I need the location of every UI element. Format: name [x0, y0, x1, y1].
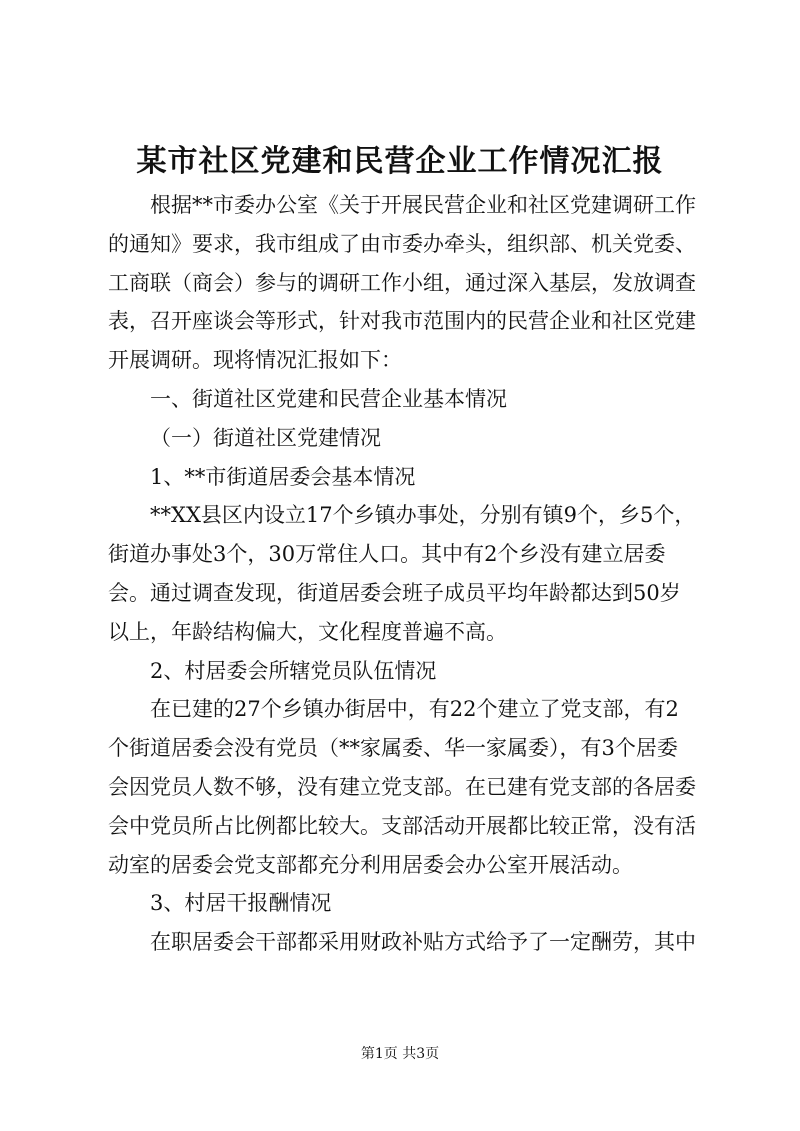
- paragraph-line: 动室的居委会党支部都充分利用居委会办公室开展活动。: [108, 852, 633, 877]
- item-heading: 2、村居委会所辖党员队伍情况: [150, 658, 437, 683]
- paragraph-line: 在已建的27个乡镇办街居中，有22个建立了党支部，有2: [150, 697, 679, 722]
- subsection-heading: （一）街道社区党建情况: [150, 425, 381, 450]
- paragraph-line: 根据**市委办公室《关于开展民营企业和社区党建调研工作: [150, 193, 696, 217]
- document-body: [108, 186, 708, 962]
- item-heading: 1、**市街道居委会基本情况: [150, 464, 416, 489]
- document-title: 某市社区党建和民营企业工作情况汇报: [136, 144, 664, 179]
- paragraph-line: 开展调研。现将情况汇报如下：: [108, 348, 402, 373]
- paragraph-line: 会。通过调查发现，街道居委会班子成员平均年龄都达到50岁: [108, 580, 681, 605]
- section-heading: 一、街道社区党建和民营企业基本情况: [150, 386, 507, 411]
- item-heading: 3、村居干报酬情况: [150, 891, 332, 916]
- paragraph-line: 工商联（商会）参与的调研工作小组，通过深入基层，发放调查: [108, 270, 696, 295]
- paragraph-line: 会因党员人数不够，没有建立党支部。在已建有党支部的各居委: [108, 774, 696, 799]
- page-number: 第1页 共3页: [360, 1046, 440, 1062]
- paragraph-line: **XX县区内设立17个乡镇办事处，分别有镇9个，乡5个，: [150, 503, 696, 528]
- paragraph-line: 个街道居委会没有党员（**家属委、华一家属委），有3个居委: [108, 736, 678, 761]
- paragraph-line: 以上，年龄结构偏大，文化程度普遍不高。: [108, 619, 507, 644]
- paragraph-line: 表，召开座谈会等形式，针对我市范围内的民营企业和社区党建: [108, 309, 696, 334]
- paragraph-line: 街道办事处3个，30万常住人口。其中有2个乡没有建立居委: [108, 542, 666, 567]
- paragraph-line: 在职居委会干部都采用财政补贴方式给予了一定酬劳，其中: [150, 930, 696, 955]
- paragraph-line: 会中党员所占比例都比较大。支部活动开展都比较正常，没有活: [108, 813, 696, 838]
- paragraph-line: 的通知》要求，我市组成了由市委办牵头，组织部、机关党委、: [108, 231, 696, 256]
